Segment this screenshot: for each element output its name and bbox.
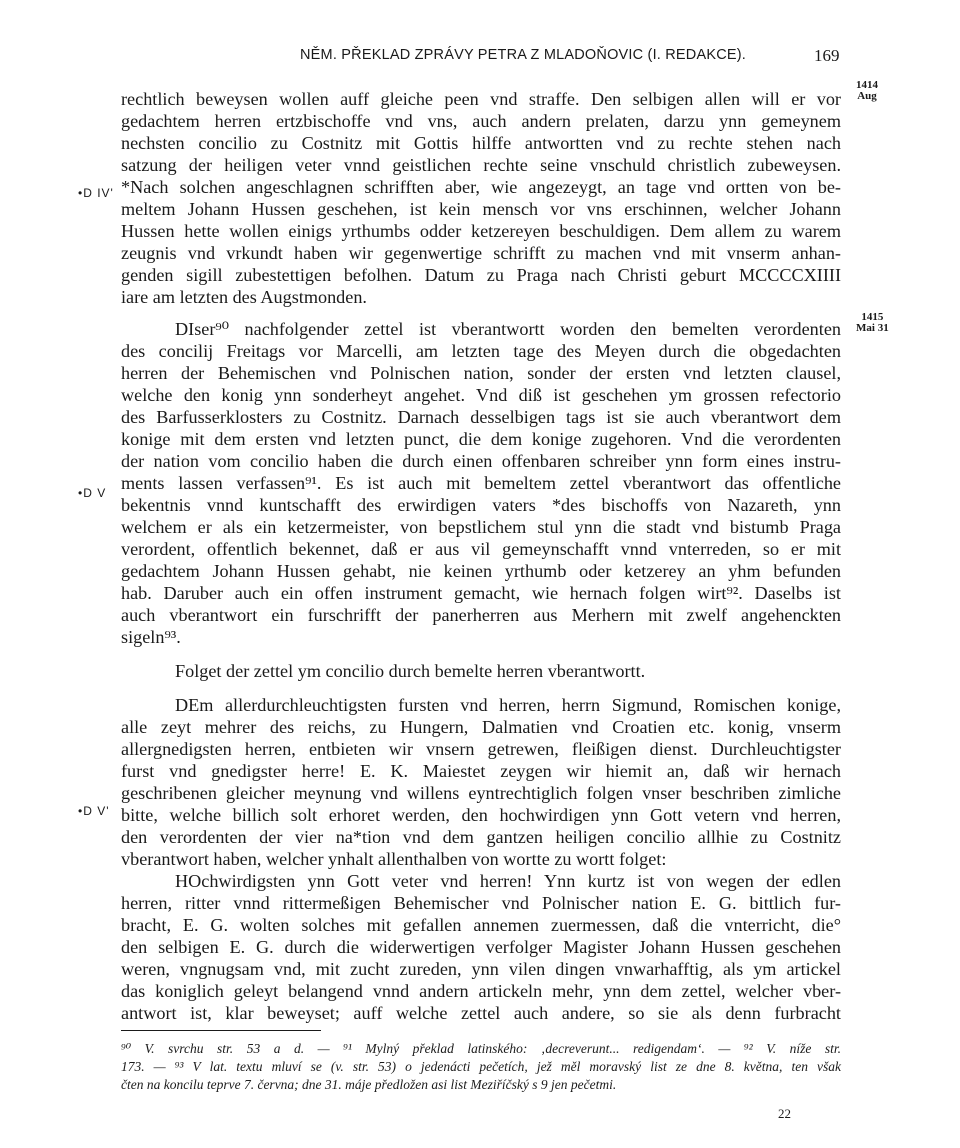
margin-date-1415	[856, 312, 889, 334]
text-line: nechsten concilio zu Costnitz mit Gottis hilffe antwortten vnd zu rechte stehen nach	[121, 133, 841, 153]
text-line: der nation vom concilio haben die durch einen offenbaren schreiber ynn form eines instru-	[121, 451, 841, 471]
text-line: HOchwirdigsten ynn Gott veter vnd herren! Ynn kurtz ist von wegen der edlen	[175, 871, 841, 891]
text-line: geschribenen gleicher meynung vnd willens eyntrechtiglich folgen vnser beschriben zimliche	[121, 783, 841, 803]
running-header: NĚM. PŘEKLAD ZPRÁVY PETRA Z MLADOŇOVIC (I. REDAKCE).	[300, 47, 747, 63]
margin-date-year: 1414	[856, 79, 878, 91]
text-line: verordent, offentlich bekennet, daß er aus vil gemeynschafft vnnd vnterreden, so er mit	[121, 539, 841, 559]
margin-date-label: Mai 31	[856, 322, 889, 334]
text-line: rechtlich beweysen wollen auff gleiche peen vnd straffe. Den selbigen allen will er vor	[121, 89, 841, 109]
text-line: weren, vngnugsam vnd, mit zucht zureden, ynn vilen dingen vnwarhafftig, als ym artickel	[121, 959, 841, 979]
text-line: auch vberantwort ein furschrifft der panerherren aus Merhern mit zwelf angehenckten	[121, 605, 841, 625]
text-line: allergnedigsten herren, entbieten wir vnsern getrewen, fleißigen dienst. Durchleuchtigster	[121, 739, 841, 759]
text-line: gedachtem Johann Hussen gehabt, nie keinen yrthumb oder ketzerey an yhm befunden	[121, 561, 841, 581]
text-line: meltem Johann Hussen geschehen, ist kein mensch vor vns erschinnen, welcher Johann	[121, 199, 841, 219]
margin-date-year: 1415	[861, 311, 884, 323]
text-line: den verordenten der vier na*tion vnd dem gantzen heiligen concilio allhie zu Costnitz	[121, 827, 841, 847]
text-line: furst vnd gnedigster herre! E. K. Maiestet zeygen wir hiemit an, daß wir hernach	[121, 761, 841, 781]
text-line: des Barfusserklosters zu Costnitz. Darnach desselbigen tags ist sie auch vberantwort dem	[121, 407, 841, 427]
text-line: Hussen hette wollen einigs yrthumbs odder ketzereyen beschuldigen. Dem allem zu warem	[121, 221, 841, 241]
text-line: gedachtem herren ertzbischoffe vnd vns, auch andern prelaten, darzu ynn gemeynem	[121, 111, 841, 131]
text-line: genden sigill zubestettigen befolhen. Datum zu Praga nach Christi geburt MCCCCXIIII	[121, 265, 841, 285]
text-line: DIser⁹⁰ nachfolgender zettel ist vberantwortt worden den bemelten verordenten	[175, 319, 841, 339]
footnote-line: ⁹⁰ V. svrchu str. 53 a d. — ⁹¹ Mylný překlad latinského: ‚decreverunt... redigendam‘. — ⁹² V. níže str.	[121, 1041, 841, 1056]
text-line: des concilij Freitags vor Marcelli, am letzten tage des Meyen durch die obgedachten	[121, 341, 841, 361]
text-line: ments lassen verfassen⁹¹. Es ist auch mit bemeltem zettel vberantwort das offentliche	[121, 473, 841, 493]
text-line: zeugnis vnd vrkundt haben wir gegenwertige schrifft zu machen vnd mit vnserm anhan-	[121, 243, 841, 263]
margin-mark: •D V'	[78, 804, 110, 818]
text-line: bekentnis vnnd kuntschafft des erwirdigen vaters *des bischoffs von Nazareth, ynn	[121, 495, 841, 515]
text-line: iare am letzten des Augstmonden.	[121, 287, 367, 307]
text-line: bracht, E. G. wolten solches mit gefallen annemen zuermessen, daß die vnterricht, die°	[121, 915, 841, 935]
footnote-line: čten na koncilu teprve 7. června; dne 31. máje předložen asi list Meziříčský s 9 jen pečetmi.	[121, 1077, 617, 1092]
text-line: hab. Daruber auch ein offen instrument gemacht, wie hernach folgen wirt⁹². Daselbs ist	[121, 583, 841, 603]
text-line: sigeln⁹³.	[121, 627, 181, 647]
page-number: 169	[814, 46, 840, 65]
margin-date-1414	[856, 80, 878, 102]
text-line: *Nach solchen angeschlagnen schrifften aber, wie angezeygt, an tage vnd ortten von be-	[121, 177, 841, 197]
section-heading: Folget der zettel ym concilio durch bemelte herren vberantwortt.	[175, 661, 646, 681]
text-line: satzung der heiligen veter vnnd geistlichen rechte seine vnschuld christlich zubeweysen.	[121, 155, 841, 175]
text-line: alle zeyt mehrer des reichs, zu Hungern, Dalmatien vnd Croatien etc. konig, vnserm	[121, 717, 841, 737]
footnote-rule	[121, 1030, 321, 1031]
text-line: bitte, welche billich solt erhoret werden, den hochwirdigen ynn Gott vetern vnd herren,	[121, 805, 841, 825]
text-line: antwort ist, klar beweyset; auff welche zettel auch andere, so sie als denn furbracht	[121, 1003, 841, 1023]
margin-mark: •D IV'	[78, 186, 114, 200]
signature-mark: 22	[778, 1106, 791, 1121]
text-line: welche den konig ynn sonderheyt angehet. Vnd diß ist geschehen ym grossen refectorio	[121, 385, 841, 405]
text-line: herren, ritter vnnd rittermeßigen Behemischer vnd Polnischer nation E. G. bittlich fur-	[121, 893, 841, 913]
text-line: konige mit dem ersten vnd letzten punct, die dem konige zugehoren. Vnd die verordenten	[121, 429, 841, 449]
text-line: vberantwort haben, welcher ynhalt allenthalben von wortte zu wortt folget:	[121, 849, 667, 869]
text-line: das koniglich geleyt belangend vnnd andern artickeln mehr, ynn dem zettel, welcher vber-	[121, 981, 841, 1001]
text-line: DEm allerdurchleuchtigsten fursten vnd herren, herrn Sigmund, Romischen konige,	[175, 695, 841, 715]
margin-mark: •D V	[78, 486, 107, 500]
text-line: welchem er als ein ketzermeister, von bepstlichem stul ynn die stadt vnd bistumb Praga	[121, 517, 841, 537]
text-line: herren der Behemischen vnd Polnischen nation, sonder der ersten vnd letzten clausel,	[121, 363, 841, 383]
footnote-line: 173. — ⁹³ V lat. textu mluví se (v. str. 53) o jedenácti pečetích, jež měl moravský list ze dne 8. května, ten však	[121, 1059, 841, 1074]
margin-date-label: Aug	[857, 90, 877, 102]
text-line: den selbigen E. G. durch die widerwertigen verfolger Magister Johann Hussen geschehen	[121, 937, 841, 957]
